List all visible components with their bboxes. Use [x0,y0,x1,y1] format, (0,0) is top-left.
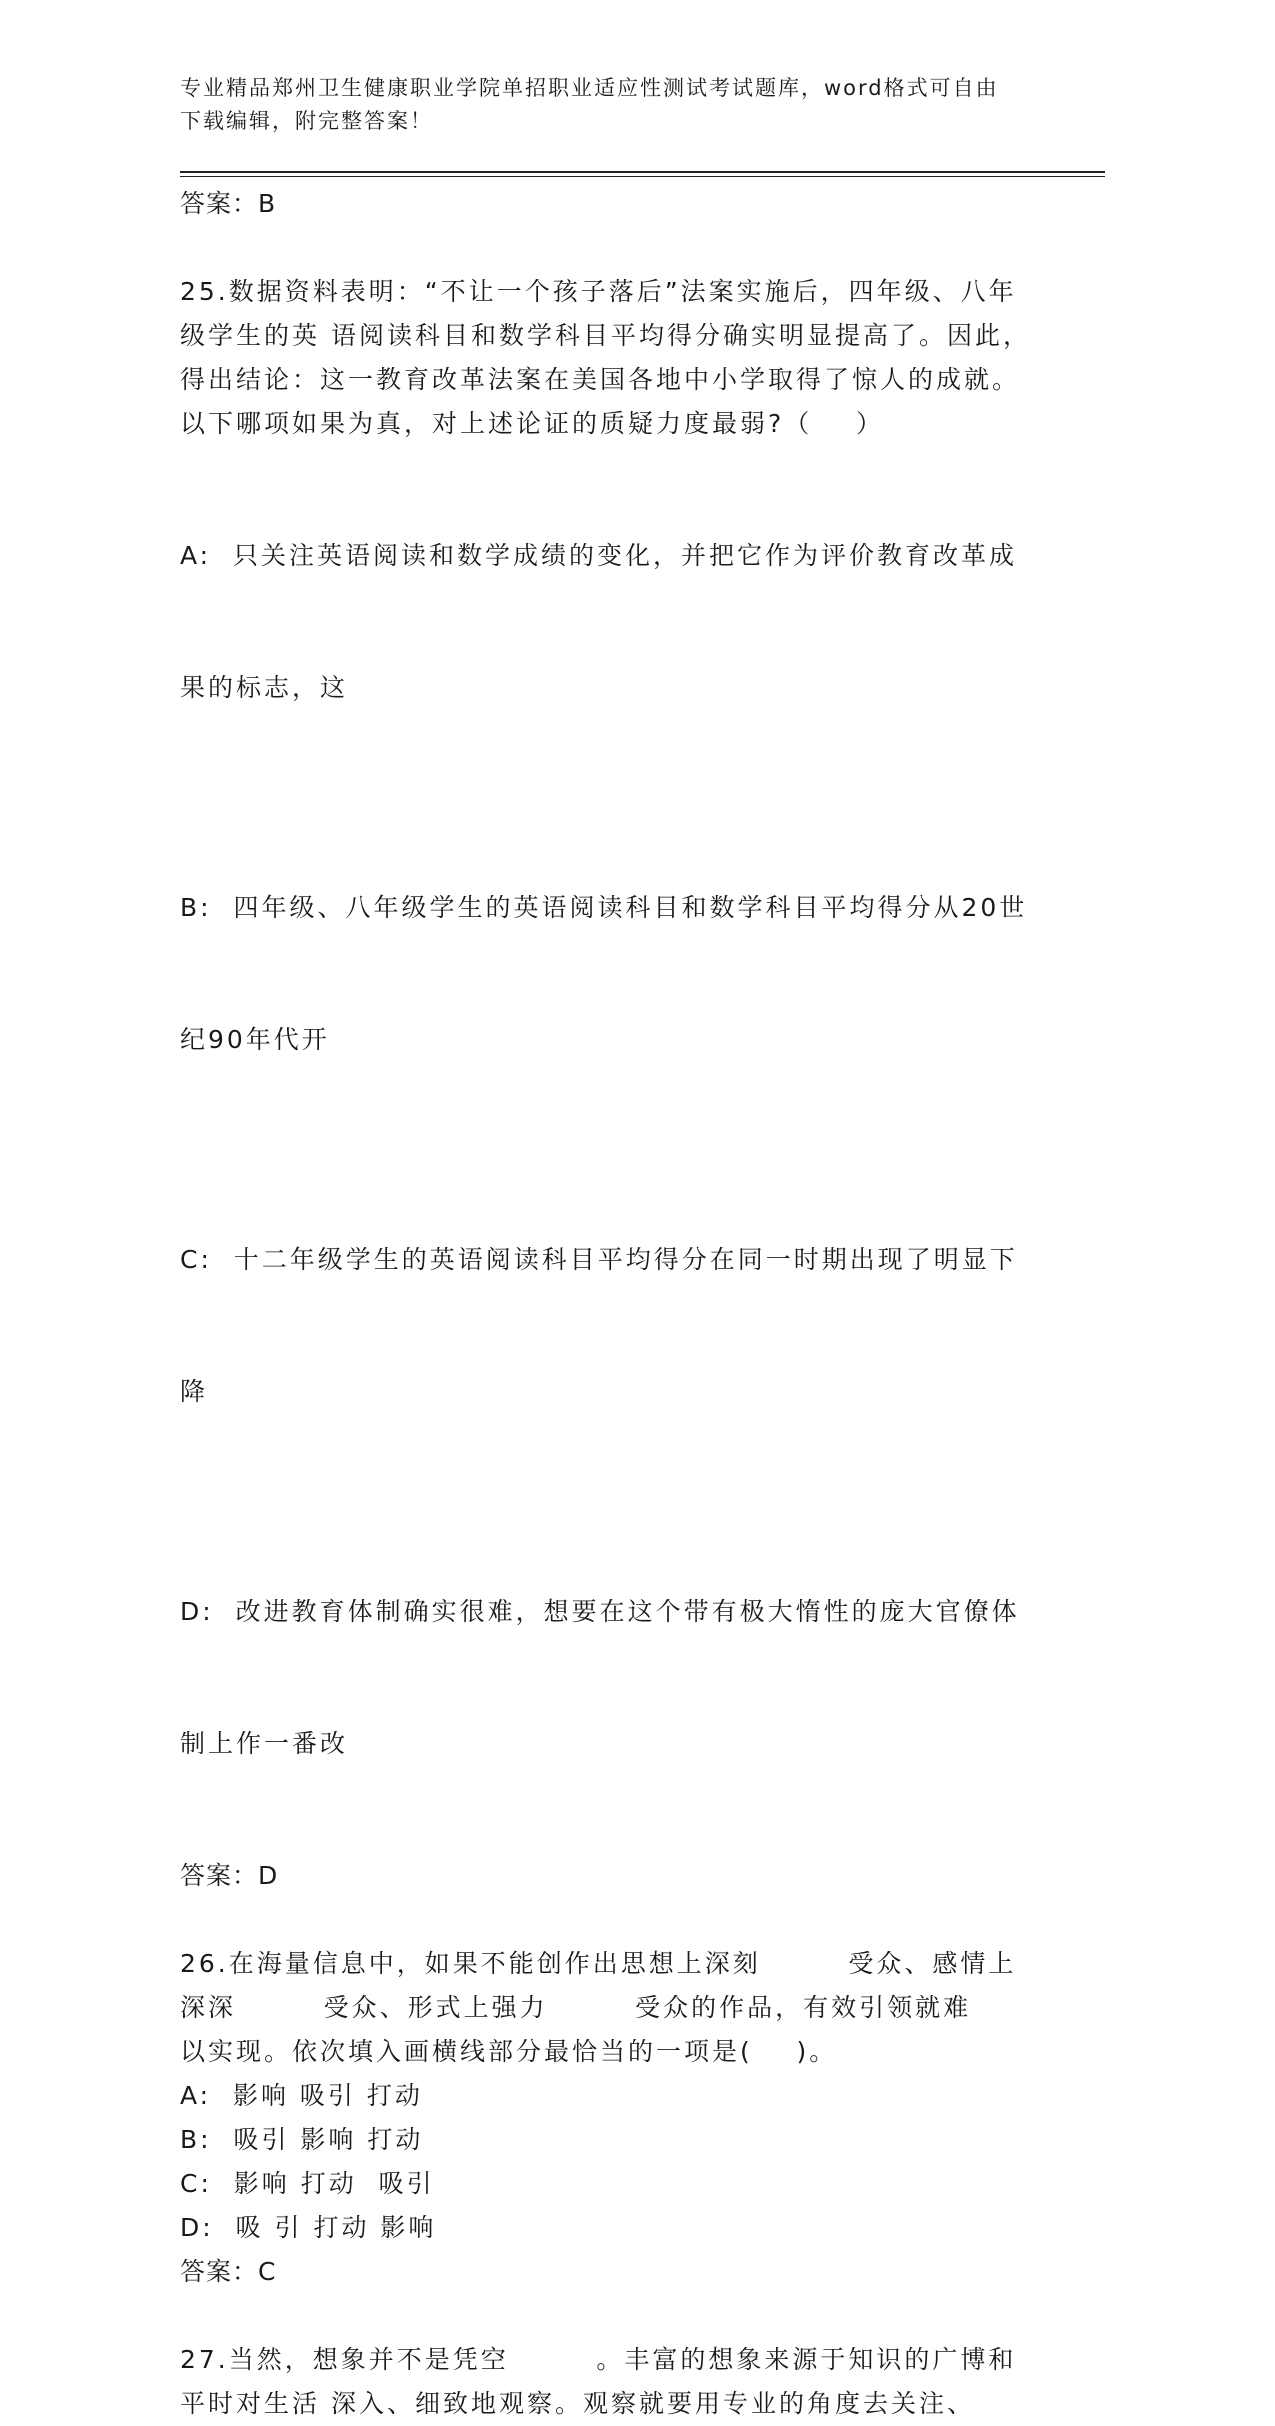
q25-option-b [180,798,1050,1150]
q26-answer: 答案：C [180,2257,277,2286]
q27-stem-line: 平时对生活 深入、细致地观察。观察就要用专业的角度去关注、 [180,2389,975,2418]
spacer [180,1898,1050,1942]
q25-option-a [180,446,1050,798]
answer-prev: 答案：B [180,189,277,218]
option-line: 果的标志，这 [180,673,349,702]
option-line: C: 十二年级学生的英语阅读科目平均得分在同一时期出现了明显下 [180,1245,1018,1274]
q27-stem-line: 27.当然，想象并不是凭空 。丰富的想象来源于知识的广博和 [180,2345,1017,2374]
option-line: 制上作一番改 [180,1729,349,1758]
header-rule [180,171,1105,173]
q26-stem-line: 以实现。依次填入画横线部分最恰当的一项是( )。 [180,2037,838,2066]
q25-option-d [180,1502,1050,1854]
question-26 [180,1942,1050,2294]
option-line: B: 四年级、八年级学生的英语阅读科目和数学科目平均得分从20世 [180,893,1028,922]
q25-option-c [180,1150,1050,1502]
option-line: D: 改进教育体制确实很难，想要在这个带有极大惰性的庞大官僚体 [180,1597,1020,1626]
q26-option-b: B: 吸引 影响 打动 [180,2125,424,2154]
header-rule-thin [180,176,1105,177]
spacer [180,2294,1050,2338]
q26-option-c: C: 影响 打动 吸引 [180,2169,435,2198]
question-25 [180,270,1050,1898]
page-header [180,72,1040,138]
option-line: A: 只关注英语阅读和数学成绩的变化，并把它作为评价教育改革成 [180,541,1017,570]
spacer [180,226,1050,270]
header-line-2: 下载编辑，附完整答案！ [180,109,433,133]
q25-stem-line: 得出结论：这一教育改革法案在美国各地中小学取得了惊人的成就。 [180,365,1021,394]
option-line: 纪90年代开 [180,1025,330,1054]
q26-option-d: D: 吸 引 打动 影响 [180,2213,437,2242]
q25-stem-line: 级学生的英 语阅读科目和数学科目平均得分确实明显提高了。因此， [180,321,1031,350]
q25-stem-line: 以下哪项如果为真，对上述论证的质疑力度最弱?（ ） [180,409,885,438]
option-line: 降 [180,1377,209,1406]
document-body [180,182,1050,2426]
q26-option-a: A: 影响 吸引 打动 [180,2081,423,2110]
q25-stem-line: 25.数据资料表明：“不让一个孩子落后”法案实施后，四年级、八年 [180,277,1017,306]
q26-stem-line: 26.在海量信息中，如果不能创作出思想上深刻 受众、感情上 [180,1949,1017,1978]
question-27 [180,2338,1050,2426]
q26-stem-line: 深深 受众、形式上强力 受众的作品，有效引领就难 [180,1993,972,2022]
header-line-1: 专业精品郑州卫生健康职业学院单招职业适应性测试考试题库，word格式可自由 [180,76,999,100]
q25-answer: 答案：D [180,1861,279,1890]
